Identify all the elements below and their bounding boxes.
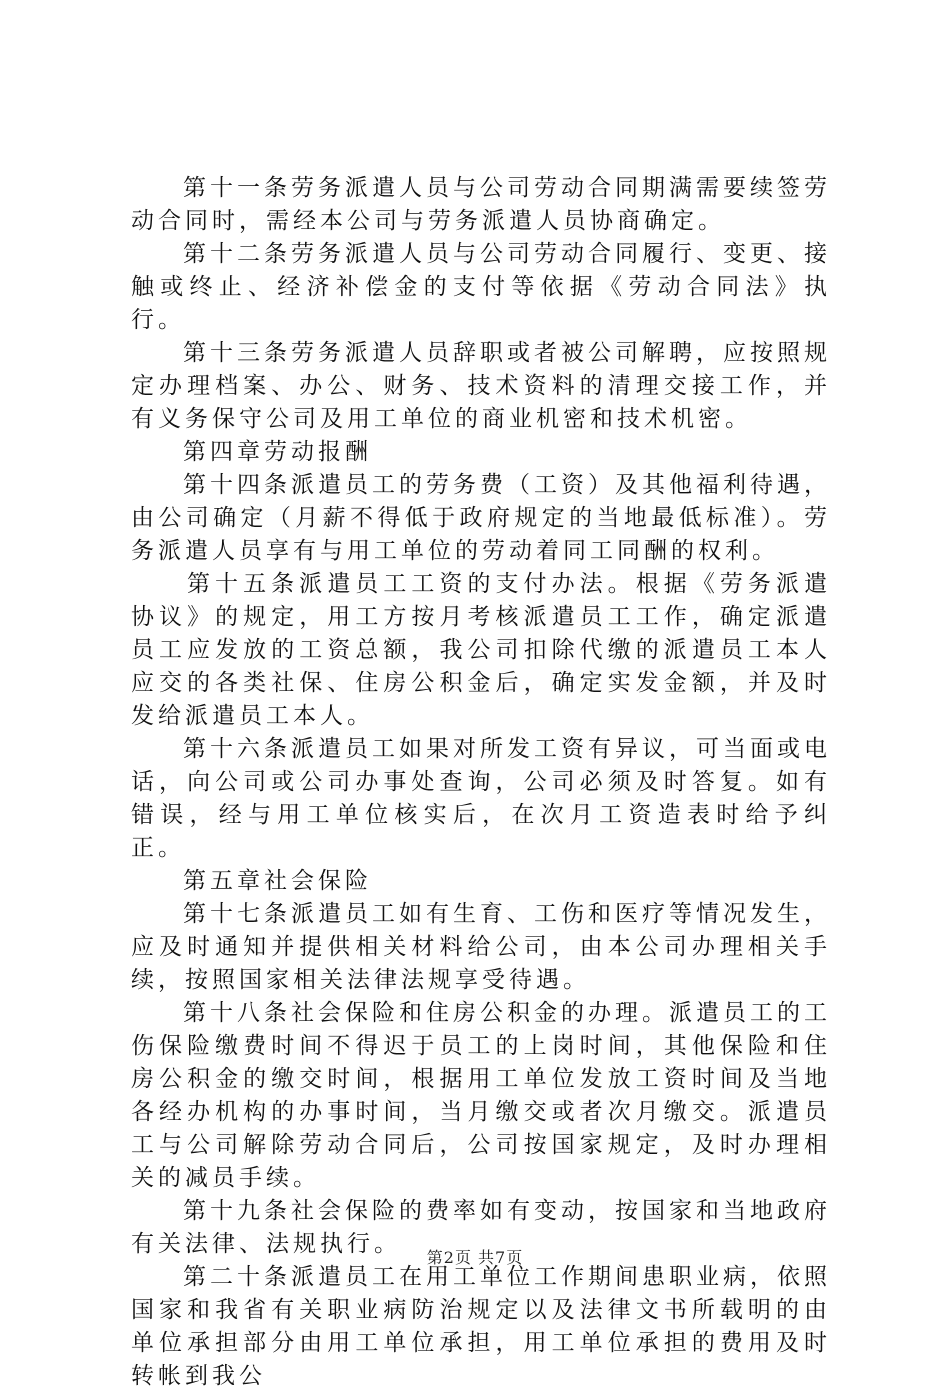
article-16-paragraph: 第十六条派遣员工如果对所发工资有异议，可当面或电话，向公司或公司办事处查询，公司必须及时答复。如有错误，经与用工单位核实后，在次月工资造表时给予纠正。 [131, 736, 831, 861]
article-13-paragraph: 第十三条劳务派遣人员辞职或者被公司解聘，应按照规定办理档案、办公、财务、技术资料的清理交接工作，并有义务保守公司及用工单位的商业机密和技术机密。 [131, 340, 831, 432]
article-18-paragraph: 第十八条社会保险和住房公积金的办理。派遣员工的工伤保险缴费时间不得迟于员工的上岗时间，其他保险和住房公积金的缴交时间，根据用工单位发放工资时间及当地各经办机构的办事时间，当月缴交或者次月缴交。派遣员工与公司解除劳动合同后，公司按国家规定，及时办理相关的减员手续。 [131, 1000, 831, 1191]
article-14-paragraph: 第十四条派遣员工的劳务费（工资）及其他福利待遇，由公司确定（月薪不得低于政府规定的当地最低标准）。劳务派遣人员享有与用工单位的劳动着同工同酬的权利。 [131, 472, 831, 564]
document-body [131, 172, 831, 1393]
article-15-paragraph: 第十五条派遣员工工资的支付办法。根据《劳务派遣协议》的规定，用工方按月考核派遣员工工作，确定派遣员工应发放的工资总额，我公司扣除代缴的派遣员工本人应交的各类社保、住房公积金后，确定实发金额，并及时发给派遣员工本人。 [131, 571, 831, 729]
article-17-paragraph: 第十七条派遣员工如有生育、工伤和医疗等情况发生，应及时通知并提供相关材料给公司，由本公司办理相关手续，按照国家相关法律法规享受待遇。 [131, 901, 831, 993]
chapter-4-heading: 第四章劳动报酬 [183, 439, 372, 465]
article-11-paragraph: 第十一条劳务派遣人员与公司劳动合同期满需要续签劳动合同时，需经本公司与劳务派遣人员协商确定。 [131, 175, 831, 234]
page-number-footer: 第2页 共7页 [426, 1248, 524, 1267]
article-12-paragraph: 第十二条劳务派遣人员与公司劳动合同履行、变更、接触或终止、经济补偿金的支付等依据《劳动合同法》执行。 [131, 241, 831, 333]
chapter-5-heading: 第五章社会保险 [183, 868, 372, 894]
article-20-paragraph: 第二十条派遣员工在用工单位工作期间患职业病，依照国家和我省有关职业病防治规定以及法律文书所载明的由单位承担部分由用工单位承担，用工单位承担的费用及时转帐到我公 [131, 1264, 831, 1389]
article-19-paragraph: 第十九条社会保险的费率如有变动，按国家和当地政府有关法律、法规执行。 [131, 1198, 831, 1257]
